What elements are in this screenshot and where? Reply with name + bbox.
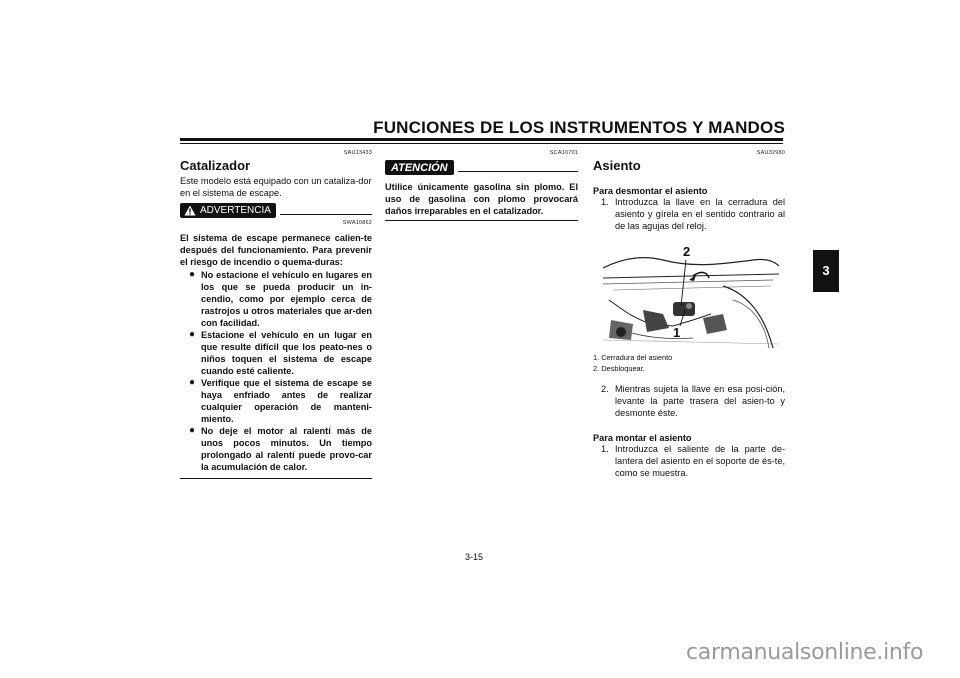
bullet-text: No estacione el vehículo en lugares en los que se pueda producir un in-cendio, como por ejemplo cerca de rastrojos u otros materiales que ar-den con facilidad. xyxy=(201,270,372,328)
attention-code: SCA10701 xyxy=(549,150,578,156)
bullet-text: Verifique que el sistema de escape se haya enfriado antes de realizar cualquier operación de manteni-miento. xyxy=(201,378,372,424)
warning-badge xyxy=(180,203,276,218)
warning-rule xyxy=(280,214,372,215)
bullet-text: No deje el motor al ralentí más de unos pocos minutos. Un tiempo prolongado al ralentí puede provo-car la acumulación de calor. xyxy=(201,426,372,472)
figure-label-2: 2 xyxy=(683,244,691,259)
step-number: 1. xyxy=(601,444,609,454)
attention-header xyxy=(385,160,578,175)
step-text: Mientras sujeta la llave en esa posi-ción, levante la parte trasera del asien-to y desmonte éste. xyxy=(615,384,785,418)
attention-text: Utilice únicamente gasolina sin plomo. El uso de gasolina con plomo provocará daños irreparables en el catalizador. xyxy=(385,182,578,216)
warning-icon xyxy=(184,205,196,216)
page-number: 3-15 xyxy=(465,552,484,562)
watermark: carmanualsonline.info xyxy=(686,640,924,665)
list-item xyxy=(180,269,372,329)
bullet-icon: ● xyxy=(189,377,196,388)
caption-line-2: 2. Desbloquear. xyxy=(593,364,645,373)
section-title-catalizador: Catalizador xyxy=(180,158,251,173)
list-item xyxy=(180,329,372,377)
bullet-icon: ● xyxy=(189,329,196,340)
attention-end-rule xyxy=(385,220,578,221)
remove-seat-heading: Para desmontar el asiento xyxy=(593,186,708,196)
figure-label-1: 1 xyxy=(673,325,681,340)
bullet-icon: ● xyxy=(189,425,196,436)
step-text: Introduzca el saliente de la parte de-lantera del asiento en el soporte de és-te, como se muestra. xyxy=(615,444,785,478)
list-item xyxy=(180,377,372,425)
remove-step-2 xyxy=(593,383,785,419)
warning-end-rule xyxy=(180,478,372,479)
step-number: 1. xyxy=(601,197,609,207)
bullet-text: Estacione el vehículo en un lugar en que resulte difícil que los peato-nes o niños toquen el sistema de escape cuando esté caliente. xyxy=(201,330,372,376)
header-rule-thin xyxy=(180,143,783,144)
header-rule xyxy=(180,138,783,141)
warning-code: SWA10862 xyxy=(342,220,372,226)
figure-caption xyxy=(593,352,785,374)
list-item xyxy=(180,425,372,473)
attention-badge: ATENCIÓN xyxy=(385,160,454,175)
step-text: Introduzca la llave en la cerradura del asiento y gírela en el sentido contrario al de las agujas del reloj. xyxy=(615,197,785,231)
chapter-tab: 3 xyxy=(813,250,839,292)
bullet-icon: ● xyxy=(189,269,196,280)
page-header-title: FUNCIONES DE LOS INSTRUMENTOS Y MANDOS xyxy=(373,118,785,137)
section-title-asiento: Asiento xyxy=(593,158,641,173)
install-seat-heading: Para montar el asiento xyxy=(593,433,692,443)
section-code: SAU32980 xyxy=(756,150,785,156)
warning-bullet-list xyxy=(180,269,372,473)
caption-line-1: 1. Cerradura del asiento xyxy=(593,353,673,362)
warning-header xyxy=(180,203,372,218)
section-code: SAU13433 xyxy=(343,150,372,156)
step-number: 2. xyxy=(601,384,609,394)
attention-rule xyxy=(458,171,578,172)
column-asiento xyxy=(593,150,785,479)
column-atencion xyxy=(385,150,578,221)
catalizador-intro: Este modelo está equipado con un cataliza-dor en el sistema de escape. xyxy=(180,176,372,198)
remove-step-1 xyxy=(593,196,785,232)
warning-label: ADVERTENCIA xyxy=(200,205,271,216)
seat-lock-illustration xyxy=(603,240,779,348)
warning-text: El sistema de escape permanece calien-te después del funcionamiento. Para prevenir el riesgo de incendio o quema-duras: xyxy=(180,233,372,267)
seat-lock-figure xyxy=(603,240,779,348)
column-catalizador xyxy=(180,150,372,479)
install-step-1 xyxy=(593,443,785,479)
